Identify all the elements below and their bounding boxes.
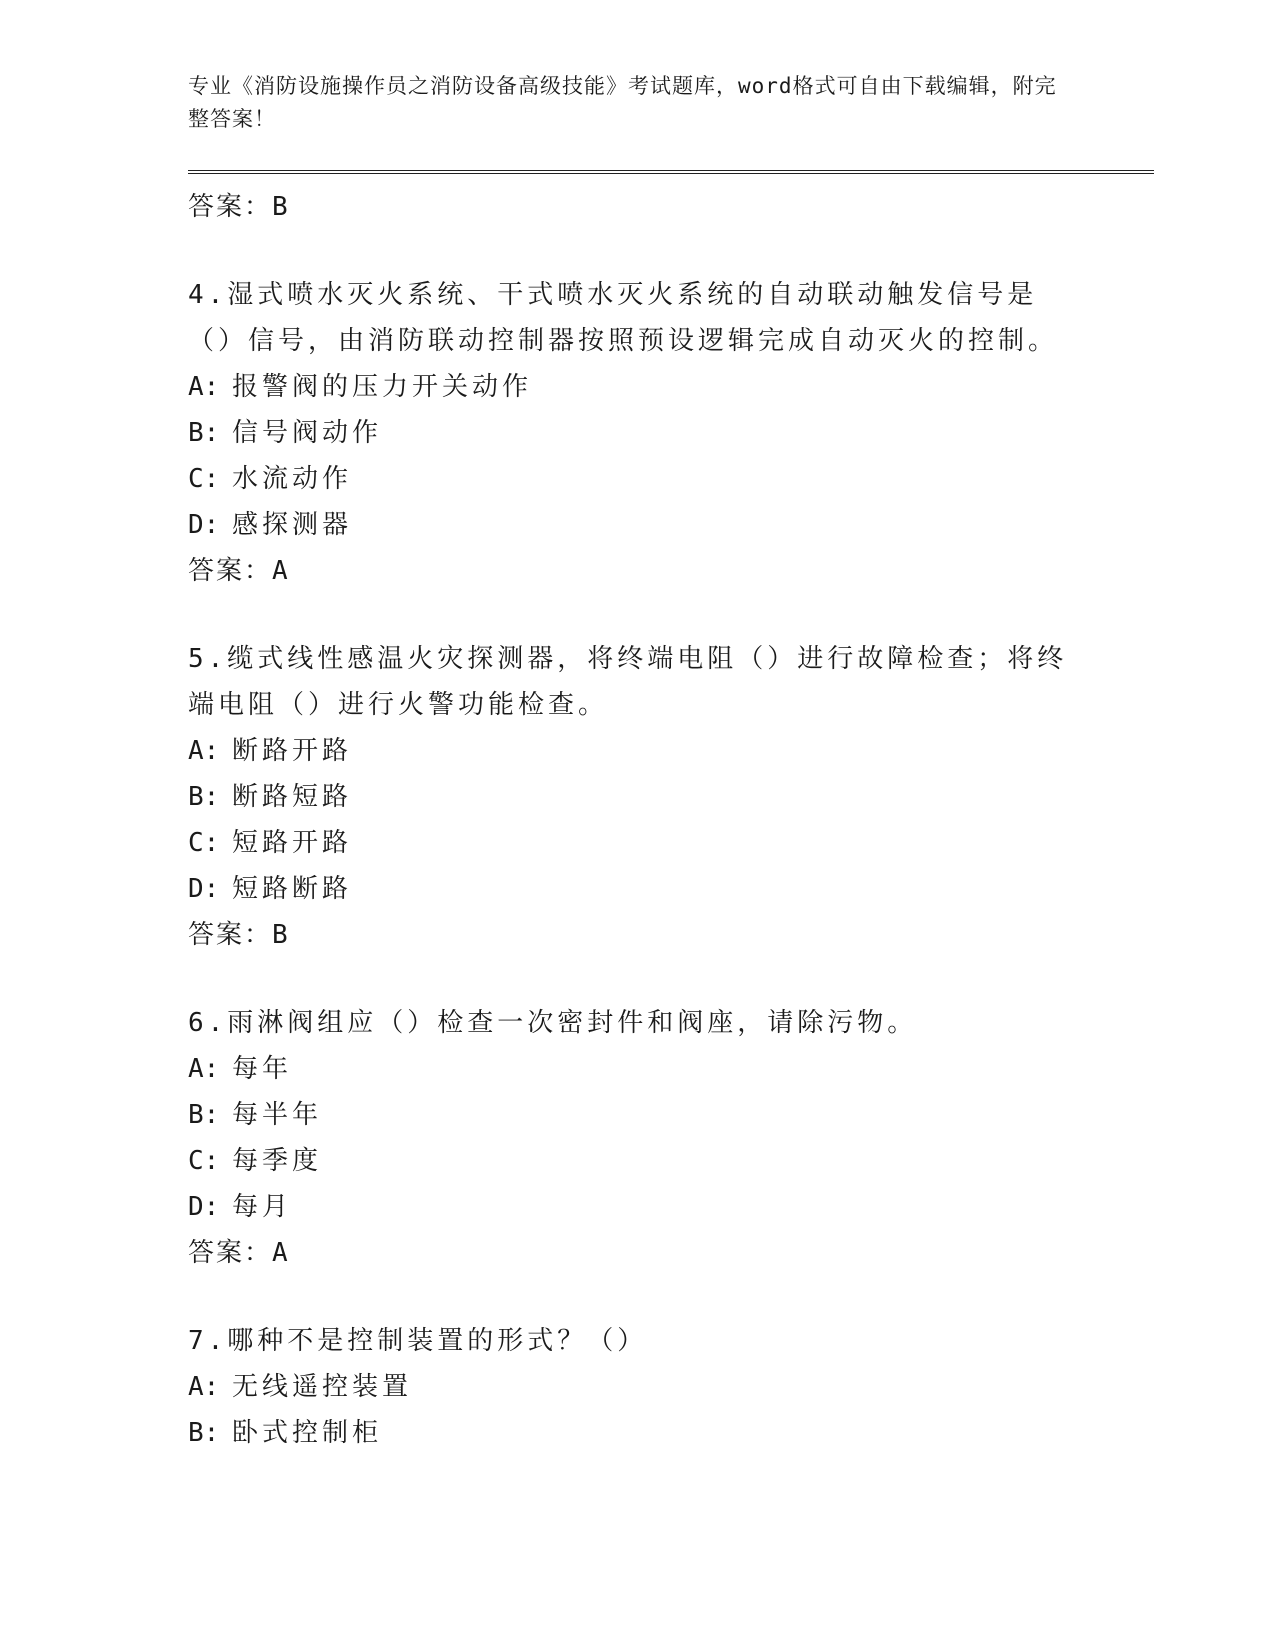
option-letter: A: [188,1054,220,1084]
option-a [188,1046,1148,1092]
option-letter: D: [188,874,220,904]
answer-label: 答案： [188,920,273,950]
question-stem: 5.缆式线性感温火灾探测器，将终端电阻（）进行故障检查；将终端电阻（）进行火警功能检查。 [188,644,1068,720]
option-text: 无线遥控装置 [232,1372,413,1402]
option-a [188,728,1148,774]
answer-line [188,548,1148,594]
option-c [188,456,1148,502]
answer-line [188,184,1148,230]
question-4 [188,272,1148,594]
header-divider [188,170,1154,174]
option-text: 卧式控制柜 [232,1418,383,1448]
question-stem: 4.湿式喷水灭火系统、干式喷水灭火系统的自动联动触发信号是（）信号，由消防联动控制器按照预设逻辑完成自动灭火的控制。 [188,280,1059,356]
question-5 [188,636,1148,958]
option-text: 每年 [232,1054,293,1084]
option-text: 每季度 [232,1146,323,1176]
option-d [188,502,1148,548]
option-letter: C: [188,464,220,494]
option-text: 断路短路 [232,782,353,812]
option-text: 报警阀的压力开关动作 [232,372,533,402]
option-text: 感探测器 [232,510,353,540]
option-letter: B: [188,1418,220,1448]
option-b [188,410,1148,456]
question-6 [188,1000,1148,1276]
option-letter: A: [188,736,220,766]
option-letter: D: [188,1192,220,1222]
answer-line [188,912,1148,958]
document-header: 专业《消防设施操作员之消防设备高级技能》考试题库，word格式可自由下载编辑，附完整答案！ [188,74,1057,131]
option-letter: A: [188,372,220,402]
option-letter: D: [188,510,220,540]
question-stem: 6.雨淋阀组应（）检查一次密封件和阀座，请除污物。 [188,1008,918,1038]
option-b [188,1092,1148,1138]
document-page [188,70,1148,1456]
option-d [188,866,1148,912]
option-a [188,1364,1148,1410]
option-c [188,820,1148,866]
option-b [188,774,1148,820]
option-letter: B: [188,1100,220,1130]
answer-label: 答案： [188,556,273,586]
option-text: 信号阀动作 [232,418,383,448]
answer-value: A [272,556,290,586]
option-letter: C: [188,828,220,858]
option-c [188,1138,1148,1184]
option-letter: B: [188,782,220,812]
option-text: 每半年 [232,1100,323,1130]
option-d [188,1184,1148,1230]
answer-line [188,1230,1148,1276]
answer-value: B [272,920,290,950]
question-7 [188,1318,1148,1456]
option-a [188,364,1148,410]
option-letter: B: [188,418,220,448]
option-text: 每月 [232,1192,293,1222]
answer-value: B [272,192,290,222]
option-text: 水流动作 [232,464,353,494]
answer-label: 答案： [188,1238,273,1268]
answer-label: 答案： [188,192,273,222]
option-text: 短路断路 [232,874,353,904]
option-letter: A: [188,1372,220,1402]
option-b [188,1410,1148,1456]
question-stem: 7.哪种不是控制装置的形式？（） [188,1326,648,1356]
option-text: 短路开路 [232,828,353,858]
answer-value: A [272,1238,290,1268]
option-text: 断路开路 [232,736,353,766]
option-letter: C: [188,1146,220,1176]
